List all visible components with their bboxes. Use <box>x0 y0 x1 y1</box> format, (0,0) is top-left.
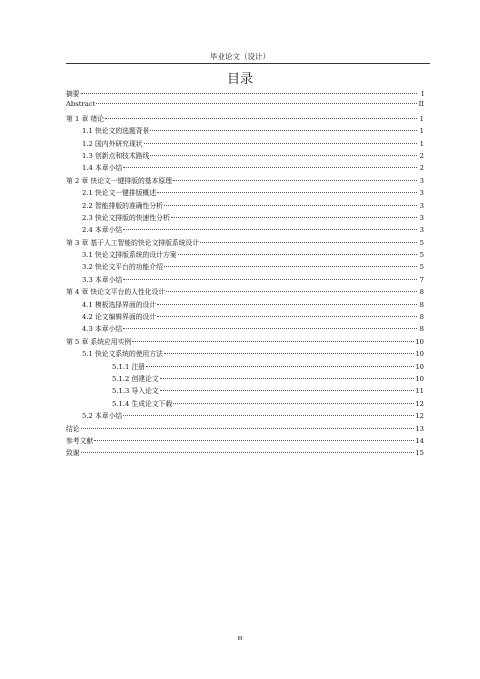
dot-leader <box>150 155 417 156</box>
toc-entry[interactable] <box>66 175 424 187</box>
dot-leader <box>171 217 417 218</box>
toc-entry-label: 第 1 章 绪论 <box>66 114 104 123</box>
dot-leader <box>123 279 417 280</box>
toc-entry-label: 3.1 快论文排版系统的设计方案 <box>82 251 177 260</box>
toc-entry-label: 第 2 章 快论文一键排版的基本原理 <box>66 176 172 185</box>
toc-entry-label: 4.3 本章小结 <box>82 325 123 334</box>
dot-leader <box>105 118 417 119</box>
toc-entry[interactable] <box>66 200 424 212</box>
toc-entry-label: 5.1 快论文系统的使用方法 <box>82 350 163 359</box>
toc-entry-page: 3 <box>419 176 424 185</box>
toc-entry-page: 12 <box>415 399 424 408</box>
toc-entry-page: 7 <box>419 275 424 284</box>
dot-leader <box>123 229 417 230</box>
toc-entry-label: 4.1 模板选择界面的设计 <box>82 300 157 309</box>
toc-entry-page: 5 <box>419 263 424 272</box>
toc-entry-label: 参考文献 <box>66 436 94 445</box>
dot-leader <box>123 415 414 416</box>
toc-entry-label: 5.1.1 注册 <box>112 362 146 371</box>
toc-entry-label: 2.3 快论文排版的快速性分析 <box>82 213 170 222</box>
toc-entry[interactable] <box>66 237 424 249</box>
dot-leader <box>146 366 414 367</box>
toc-entry[interactable] <box>66 261 424 273</box>
dot-leader <box>166 291 417 292</box>
toc-entry[interactable] <box>66 224 424 236</box>
dot-leader <box>81 93 417 94</box>
toc-entry[interactable] <box>66 187 424 199</box>
toc-entry[interactable] <box>66 212 424 224</box>
toc-entry-page: 3 <box>419 201 424 210</box>
toc-entry-label: 5.1.4 生成论文下载 <box>112 399 173 408</box>
toc-entry[interactable] <box>66 162 424 174</box>
toc-entry-page: 8 <box>419 288 424 297</box>
toc-entry-label: 3.3 本章小结 <box>82 275 123 284</box>
toc-entry-page: 10 <box>415 362 424 371</box>
toc-entry[interactable] <box>66 88 424 100</box>
toc-entry[interactable] <box>66 361 424 373</box>
dot-leader <box>173 180 417 181</box>
toc-entry-label: 5.1.2 创建论文 <box>112 374 159 383</box>
toc-entry-label: 2.2 智能排版的准确性分析 <box>82 201 163 210</box>
toc-entry[interactable] <box>66 311 424 323</box>
dot-leader <box>94 440 414 441</box>
toc-entry[interactable] <box>66 336 424 348</box>
toc-entry-label: 第 3 章 基于人工智能的快论文排版系统设计 <box>66 238 200 247</box>
dot-leader <box>160 390 415 391</box>
toc-entry[interactable] <box>66 410 424 422</box>
running-header: 毕业论文（设计） <box>210 52 270 61</box>
toc-entry-page: 8 <box>419 300 424 309</box>
toc-entry-page: 1 <box>419 139 424 148</box>
dot-leader <box>123 328 417 329</box>
toc-entry[interactable] <box>66 100 424 112</box>
toc-entry-label: 4.2 论文编辑界面的设计 <box>82 313 157 322</box>
toc-entry-label: 摘要 <box>66 90 80 98</box>
dot-leader <box>157 304 417 305</box>
toc-entry-page: 8 <box>419 325 424 334</box>
toc-entry-label: 2.4 本章小结 <box>82 226 123 235</box>
dot-leader <box>200 242 417 243</box>
toc-entry-page: 3 <box>419 226 424 235</box>
toc-entry[interactable] <box>66 299 424 311</box>
toc-entry[interactable] <box>66 286 424 298</box>
table-of-contents <box>66 88 424 460</box>
toc-entry[interactable] <box>66 373 424 385</box>
toc-entry-page: 3 <box>419 189 424 198</box>
toc-entry[interactable] <box>66 125 424 137</box>
toc-entry[interactable] <box>66 249 424 261</box>
toc-entry[interactable] <box>66 435 424 447</box>
toc-entry-page: 1 <box>419 127 424 136</box>
toc-entry-page: 15 <box>415 449 424 458</box>
toc-entry-label: 1.3 创新点和技术路线 <box>82 151 150 160</box>
toc-entry-page: 5 <box>419 238 424 247</box>
toc-entry-page: 1 <box>419 114 424 123</box>
dot-leader <box>178 254 417 255</box>
toc-entry-page: 3 <box>419 213 424 222</box>
dot-leader <box>96 103 417 104</box>
toc-entry-page: I <box>421 90 424 98</box>
toc-entry[interactable] <box>66 398 424 410</box>
toc-entry[interactable] <box>66 385 424 397</box>
dot-leader <box>123 167 417 168</box>
toc-entry[interactable] <box>66 348 424 360</box>
dot-leader <box>160 378 415 379</box>
toc-entry-page: 13 <box>415 424 424 433</box>
toc-entry-label: 2.1 快论文一键排版概述 <box>82 189 157 198</box>
toc-entry-page: 2 <box>419 151 424 160</box>
toc-entry[interactable] <box>66 423 424 435</box>
toc-entry[interactable] <box>66 138 424 150</box>
toc-entry-label: 结论 <box>66 424 80 433</box>
toc-entry-page: 2 <box>419 164 424 173</box>
toc-entry[interactable] <box>66 113 424 125</box>
toc-entry-label: 3.2 快论文平台的功能介绍 <box>82 263 163 272</box>
toc-entry-page: 8 <box>419 313 424 322</box>
header-rule <box>66 63 430 64</box>
toc-entry[interactable] <box>66 447 424 459</box>
toc-entry-label: 1.4 本章小结 <box>82 164 123 173</box>
dot-leader <box>164 266 417 267</box>
dot-leader <box>173 403 414 404</box>
toc-entry-label: Abstract <box>66 100 96 109</box>
toc-entry-page: 10 <box>415 337 424 346</box>
toc-entry-label: 第 4 章 快论文平台的人性化设计 <box>66 288 166 297</box>
dot-leader <box>164 353 414 354</box>
page-title: 目录 <box>226 72 253 87</box>
dot-leader <box>81 428 415 429</box>
dot-leader <box>157 316 417 317</box>
dot-leader <box>144 143 417 144</box>
toc-entry-page: 10 <box>415 350 424 359</box>
toc-entry-page: 11 <box>415 387 424 396</box>
dot-leader <box>157 192 417 193</box>
dot-leader <box>132 341 414 342</box>
toc-entry-page: 10 <box>415 374 424 383</box>
dot-leader <box>164 205 417 206</box>
toc-entry-page: 14 <box>415 436 424 445</box>
dot-leader <box>81 452 415 453</box>
toc-entry-label: 5.1.3 导入论文 <box>112 387 159 396</box>
page-number: III <box>237 636 243 642</box>
toc-entry-label: 1.2 国内外研究现状 <box>82 139 143 148</box>
toc-entry-page: II <box>418 100 424 109</box>
toc-entry-page: 12 <box>415 412 424 421</box>
toc-entry-label: 第 5 章 系统应用实例 <box>66 337 132 346</box>
toc-entry-page: 5 <box>419 251 424 260</box>
toc-entry-label: 致谢 <box>66 449 80 458</box>
toc-entry[interactable] <box>66 323 424 335</box>
toc-entry[interactable] <box>66 274 424 286</box>
toc-entry-label: 5.2 本章小结 <box>82 412 123 421</box>
dot-leader <box>150 130 417 131</box>
toc-entry[interactable] <box>66 150 424 162</box>
toc-entry-label: 1.1 快论文的选题背景 <box>82 127 150 136</box>
